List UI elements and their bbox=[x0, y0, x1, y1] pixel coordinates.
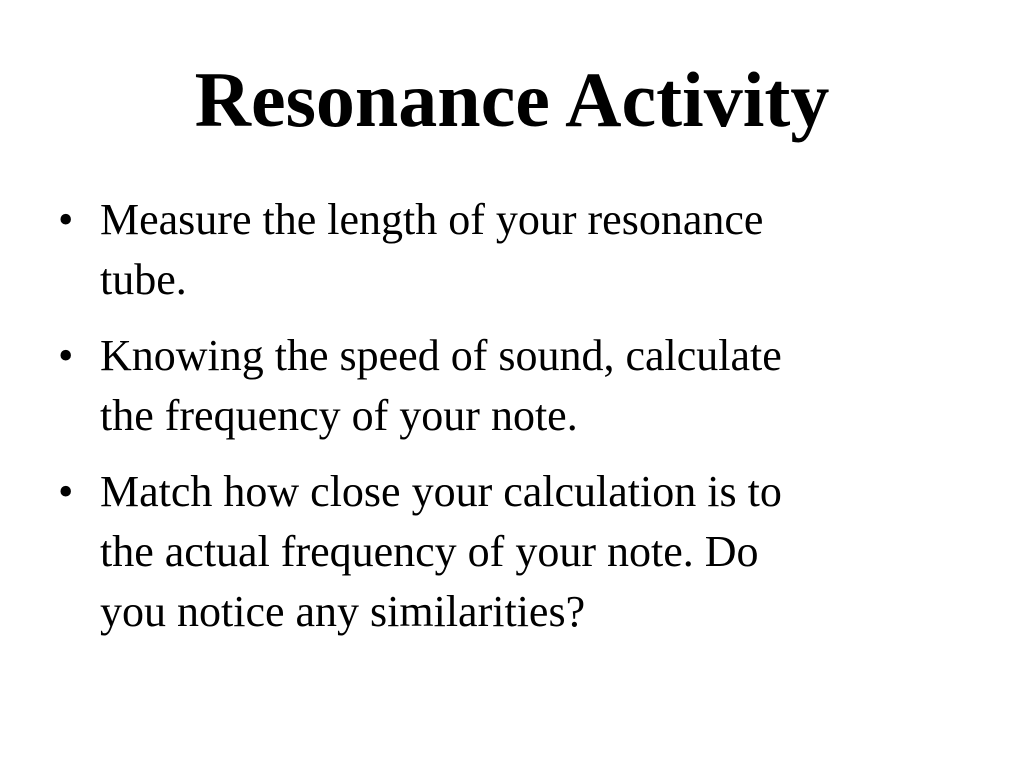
bullet-line: the frequency of your note. bbox=[100, 391, 578, 440]
bullet-item bbox=[58, 326, 958, 446]
bullet-item bbox=[58, 190, 958, 310]
bullet-icon: • bbox=[58, 467, 74, 516]
bullet-icon: • bbox=[58, 195, 74, 244]
bullet-item bbox=[58, 462, 958, 642]
bullet-line: you notice any similarities? bbox=[100, 587, 586, 636]
bullet-line: tube. bbox=[100, 255, 187, 304]
slide-title: Resonance Activity bbox=[194, 56, 830, 143]
bullet-line: the actual frequency of your note. Do bbox=[100, 527, 759, 576]
bullet-line: Measure the length of your resonance bbox=[100, 195, 764, 244]
bullet-icon: • bbox=[58, 331, 74, 380]
bullet-list bbox=[58, 190, 958, 658]
bullet-line: Match how close your calculation is to bbox=[100, 467, 782, 516]
bullet-line: Knowing the speed of sound, calculate bbox=[100, 331, 782, 380]
